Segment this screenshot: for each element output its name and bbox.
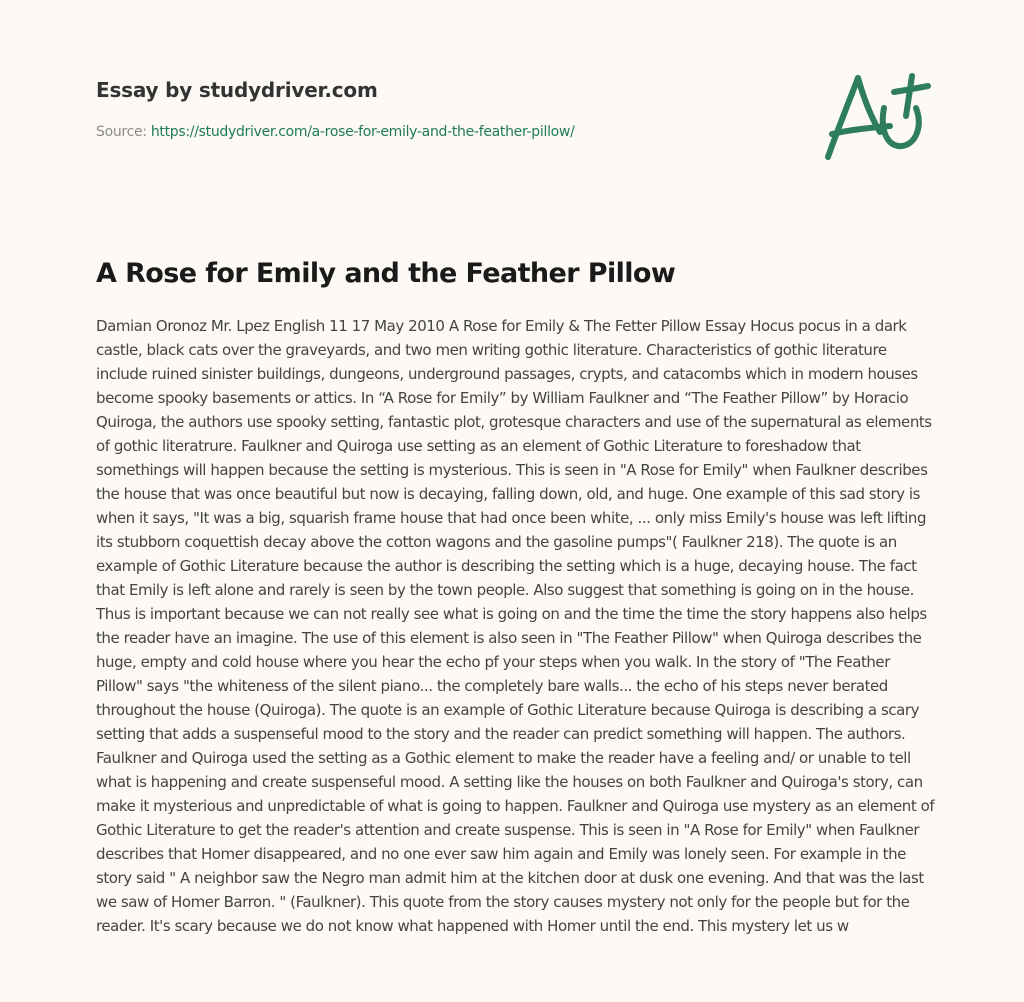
- site-title: Essay by studydriver.com: [96, 78, 378, 102]
- source-line: [96, 122, 796, 142]
- essay-title: A Rose for Emily and the Feather Pillow: [96, 258, 676, 289]
- source-label: Source:: [96, 124, 151, 140]
- page-header: [96, 76, 796, 142]
- a-plus-grade-icon: [818, 64, 934, 168]
- essay-body-text: Damian Oronoz Mr. Lpez English 11 17 May 2010 A Rose for Emily & The Fetter Pillow Essay Hocus pocus in a dark castle, black cats over the graveyards, and two men writing gothic literature. Characteristics of gothic literature include ruined sinister buildings, dungeons, underground passages, crypts, and catacombs which in modern houses become spooky basements or attics. In “A Rose for Emily” by William Faulkner and “The Feather Pillow” by Horacio Quiroga, the authors use spooky setting, fantastic plot, grotesque characters and use of the supernatural as elements of gothic literatrure. Faulkner and Quiroga use setting as an element of Gothic Literature to foreshadow that somethings will happen because the setting is mysterious. This is seen in "A Rose for Emily" when Faulkner describes the house that was once beautiful but now is decaying, falling down, old, and huge. One example of this sad story is when it says, "It was a big, squarish frame house that had once been white, ... only miss Emily's house was left lifting its stubborn coquettish decay above the cotton wagons and the gasoline pumps"( Faulkner 218). The quote is an example of Gothic Literature because the author is describing the setting which is a huge, decaying house. The fact that Emily is left alone and rarely is seen by the town people. Also suggest that something is going on in the house. Thus is important because we can not really see what is going on and the time the time the story happens also helps the reader have an imagine. The use of this element is also seen in "The Feather Pillow" when Quiroga describes the huge, empty and cold house where you hear the echo pf your steps when you walk. In the story of "The Feather Pillow" says "the whiteness of the silent piano... the completely bare walls... the echo of his steps never berated throughout the house (Quiroga). The quote is an example of Gothic Literature because Quiroga is describing a scary setting that adds a suspenseful mood to the story and the reader can predict something will happen. The authors. Faulkner and Quiroga used the setting as a Gothic element to make the reader have a feeling and/ or unable to tell what is happening and create suspenseful mood. A setting like the houses on both Faulkner and Quiroga's story, can make it mysterious and unpredictable of what is going to happen. Faulkner and Quiroga use mystery as an element of Gothic Literature to get the reader's attention and create suspense. This is seen in "A Rose for Emily" when Faulkner describes that Homer disappeared, and no one ever saw him again and Emily was lonely seen. For example in the story said " A neighbor saw the Negro man admit him at the kitchen door at dusk one evening. And that was the last we saw of Homer Barron. " (Faulkner). This quote from the story causes mystery not only for the people but for the reader. It's scary because we do not know what happened with Homer until the end. This mystery let us w: [96, 317, 935, 935]
- source-link[interactable]: https://studydriver.com/a-rose-for-emily-and-the-feather-pillow/: [150, 124, 575, 140]
